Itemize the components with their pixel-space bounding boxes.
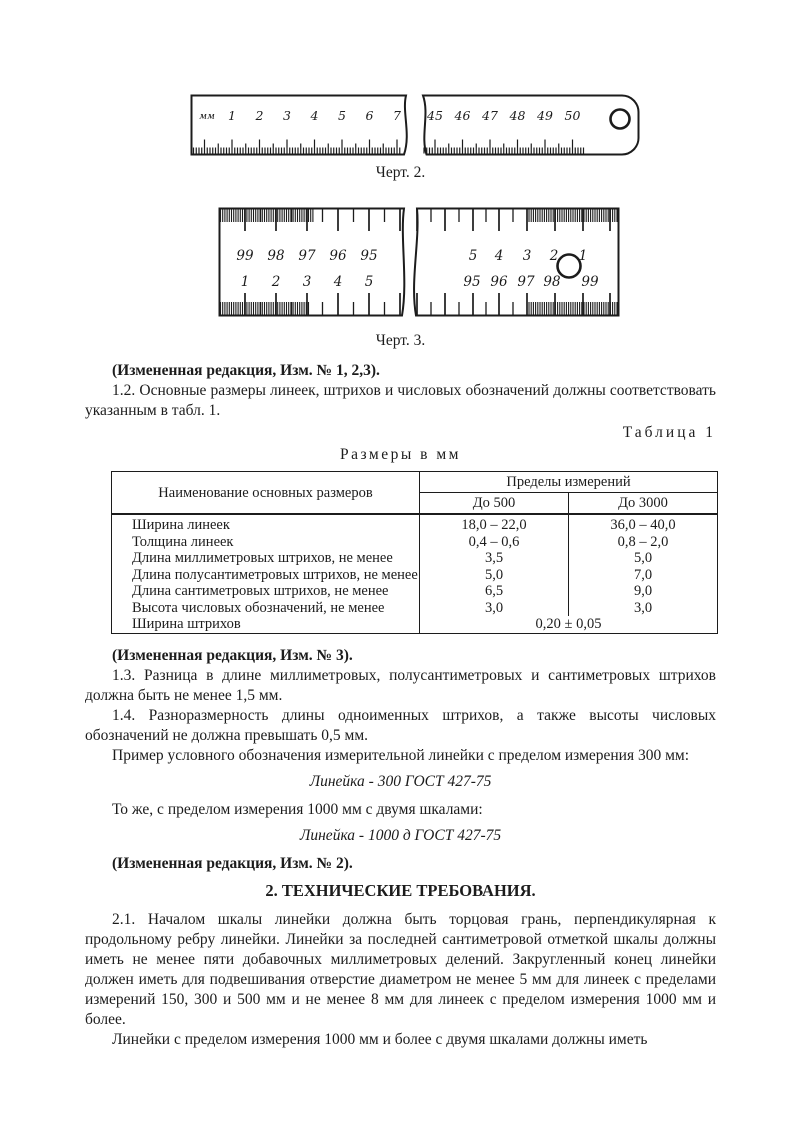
ruler-number: 49 xyxy=(537,108,553,123)
table-row xyxy=(112,600,718,617)
ruler-number: 5 xyxy=(364,274,374,290)
subheader-500: До 500 xyxy=(420,493,569,515)
figure-chert-2 xyxy=(85,94,716,183)
ruler-number: 2 xyxy=(549,248,559,264)
column-header-limits: Пределы измерений xyxy=(420,472,718,493)
table-row xyxy=(112,550,718,567)
table-row xyxy=(112,534,718,551)
row-name: Ширина штрихов xyxy=(112,616,420,633)
clause-2-1-cont: Линейки с пределом измерения 1000 мм и более с двумя шкалами должны иметь xyxy=(112,1030,648,1048)
ruler-number: 6 xyxy=(365,108,374,123)
ruler-number: 5 xyxy=(468,248,478,264)
ruler-number: 96 xyxy=(329,248,347,264)
ruler-number: 46 xyxy=(454,108,471,123)
ruler-number: 95 xyxy=(463,274,481,290)
table-header-row xyxy=(112,472,718,493)
row-value-3000: 7,0 xyxy=(633,566,653,583)
ruler-number: 97 xyxy=(517,274,535,290)
ruler-number: 98 xyxy=(543,274,561,290)
ruler-number: 3 xyxy=(302,274,312,290)
section-2-title: 2. ТЕХНИЧЕСКИЕ ТРЕБОВАНИЯ. xyxy=(265,880,536,900)
example-intro: Пример условного обозначения измерительной линейки с пределом измерения 300 мм: xyxy=(112,746,690,764)
row-name: Длина полусантиметровых штрихов, не менее xyxy=(112,567,420,584)
column-header-name: Наименование основных размеров xyxy=(112,472,420,515)
row-value-3000: 9,0 xyxy=(633,583,653,599)
ruler-number: 45 xyxy=(427,108,443,123)
row-value-span: 0,20 ± 0,05 xyxy=(535,616,602,632)
figure-caption-2: Черт. 2. xyxy=(375,164,426,181)
row-value-3000: 0,8 – 2,0 xyxy=(617,533,669,550)
ruler-number: 98 xyxy=(267,248,285,264)
subheader-3000: До 3000 xyxy=(569,493,718,515)
ruler-number: 96 xyxy=(490,274,508,290)
figure-chert-3 xyxy=(85,207,716,351)
ruler-number: 47 xyxy=(482,108,498,123)
ruler-number: 4 xyxy=(310,108,319,123)
amendment-note-3: (Измененная редакция, Изм. № 3). xyxy=(112,646,353,664)
clause-1-4: 1.4. Разноразмерность длины одноименных штрихов, а также высоты числовых обозначений не должна превышать 0,5 мм. xyxy=(85,706,716,744)
amendment-note-1: (Измененная редакция, Изм. № 1, 2,3). xyxy=(112,362,380,379)
ruler-number: 3 xyxy=(522,248,532,264)
ruler-number: 99 xyxy=(236,248,254,264)
designation-300: Линейка - 300 ГОСТ 427-75 xyxy=(309,772,492,790)
ruler-number: 2 xyxy=(271,274,281,290)
row-value-500: 18,0 – 22,0 xyxy=(420,514,569,534)
ruler-number: 1 xyxy=(240,274,250,290)
row-value-500: 5,0 xyxy=(420,567,569,584)
amendment-note-2: (Измененная редакция, Изм. № 2). xyxy=(112,854,353,872)
ruler-number: 99 xyxy=(581,274,599,290)
dimensions-table xyxy=(111,471,718,634)
ruler-number: 5 xyxy=(338,108,346,123)
row-value-3000: 36,0 – 40,0 xyxy=(610,517,676,533)
ruler-number: мм xyxy=(199,111,215,122)
ruler-number: 4 xyxy=(494,248,504,264)
ruler-drawing-fig3 xyxy=(218,207,620,317)
ruler-number: 95 xyxy=(360,248,378,264)
ruler-number: 2 xyxy=(255,108,264,123)
hanging-hole xyxy=(558,255,581,278)
table-row-last xyxy=(112,616,718,633)
row-value-500: 0,4 – 0,6 xyxy=(420,534,569,551)
ruler-number: 97 xyxy=(298,248,316,264)
designation-1000: Линейка - 1000 д ГОСТ 427-75 xyxy=(299,826,502,844)
row-name: Толщина линеек xyxy=(112,534,420,551)
row-value-500: 3,0 xyxy=(420,600,569,617)
ruler-number: 1 xyxy=(228,108,236,123)
table-number-label: Таблица 1 xyxy=(622,424,716,441)
table-row xyxy=(112,567,718,584)
ruler-drawing-fig2 xyxy=(190,94,640,156)
clause-1-2: 1.2. Основные размеры линеек, штрихов и числовых обозначений должны соответствовать указанным в табл. 1. xyxy=(85,382,716,419)
row-name: Длина сантиметровых штрихов, не менее xyxy=(112,583,420,600)
ruler-number: 50 xyxy=(564,108,581,123)
row-name: Ширина линеек xyxy=(112,514,420,534)
row-value-3000: 3,0 xyxy=(633,599,653,616)
row-name: Высота числовых обозначений, не менее xyxy=(112,600,420,617)
row-value-3000: 5,0 xyxy=(633,550,653,566)
clause-2-1: 2.1. Началом шкалы линейки должна быть торцовая грань, перпендикулярная к продольному ребру линейки. Линейки за последней сантиметровой отметкой шкалы должны иметь не менее пяти добавочных миллиметровых делений. Закругленный конец линейки должен иметь для подвешивания отверстие диаметром не менее 5 мм для линеек с пределами измерений 150, 300 и 500 мм и не менее 8 мм для линеек с пределом измерения 1000 мм и более. xyxy=(85,910,716,1028)
figure-caption-3: Черт. 3. xyxy=(375,332,426,349)
ruler-number: 3 xyxy=(283,108,291,123)
clause-1-3: 1.3. Разница в длине миллиметровых, полусантиметровых и сантиметровых штрихов должна быть не менее 1,5 мм. xyxy=(85,666,716,704)
same-with-1000: То же, с пределом измерения 1000 мм с двумя шкалами: xyxy=(112,800,483,818)
row-value-500: 6,5 xyxy=(420,583,569,600)
table-units-label: Размеры в мм xyxy=(340,446,461,463)
row-name: Длина миллиметровых штрихов, не менее xyxy=(112,550,420,567)
table-row xyxy=(112,514,718,534)
table-row xyxy=(112,583,718,600)
ruler-number: 7 xyxy=(393,108,401,123)
ruler-number: 1 xyxy=(578,248,588,264)
ruler-number: 48 xyxy=(509,108,526,123)
row-value-500: 3,5 xyxy=(420,550,569,567)
ruler-number: 4 xyxy=(333,274,343,290)
